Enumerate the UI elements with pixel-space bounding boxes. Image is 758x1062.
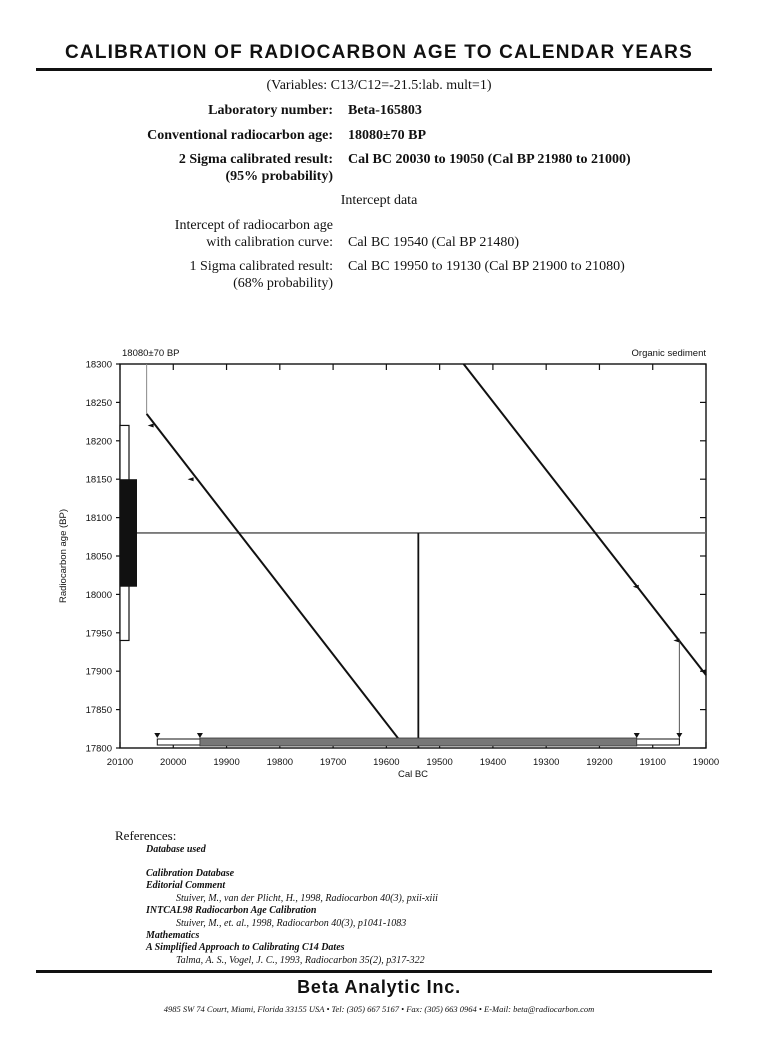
range-marker xyxy=(197,733,203,738)
title-rule xyxy=(36,68,712,71)
page-title: CALIBRATION OF RADIOCARBON AGE TO CALENDAR YEARS xyxy=(65,42,693,63)
calibration-curve-segment xyxy=(464,364,706,675)
ref-mathematics: Mathematics xyxy=(146,930,200,941)
plot-frame xyxy=(120,364,706,748)
sigma2-probability: (95% probability) xyxy=(225,169,333,184)
y-tick-label: 18100 xyxy=(85,513,112,525)
ref-database-used: Database used xyxy=(146,844,206,855)
y-tick-label: 17950 xyxy=(85,628,112,640)
conventional-age-value: 18080±70 BP xyxy=(348,128,427,143)
intercept-label-line2: with calibration curve: xyxy=(206,235,333,250)
ref-editorial-citation: Stuiver, M., van der Plicht, H., 1998, Radiocarbon 40(3), pxii-xiii xyxy=(176,893,438,904)
ref-intcal98: INTCAL98 Radiocarbon Age Calibration xyxy=(146,905,317,916)
x-axis-label: Cal BC xyxy=(397,769,429,780)
x-tick-label: 19500 xyxy=(426,757,453,768)
sigma2-label: 2 Sigma calibrated result: xyxy=(178,152,333,167)
ref-intcal98-citation: Stuiver, M., et. al., 1998, Radiocarbon 40(3), p1041-1083 xyxy=(176,918,407,929)
ref-calibration-database: Calibration Database xyxy=(146,868,235,879)
x-tick-label: 19600 xyxy=(373,757,400,768)
y-tick-label: 17850 xyxy=(85,705,112,717)
sigma1-value: Cal BC 19950 to 19130 (Cal BP 21900 to 21080) xyxy=(348,259,625,274)
lab-number-value: Beta-165803 xyxy=(348,103,422,118)
y-tick-label: 18000 xyxy=(85,589,112,601)
y-tick-label: 18200 xyxy=(85,436,112,448)
x-tick-label: 19700 xyxy=(319,757,347,768)
x-tick-label: 19300 xyxy=(532,757,560,768)
curve-marker xyxy=(148,423,154,427)
sigma1-age-bar xyxy=(120,479,137,587)
y-tick-label: 17900 xyxy=(85,666,112,678)
company-name: Beta Analytic Inc. xyxy=(297,977,461,997)
curve-marker xyxy=(673,638,679,642)
sigma1-probability: (68% probability) xyxy=(233,276,333,291)
references-heading: References: xyxy=(115,828,177,843)
y-axis-label: Radiocarbon age (BP) xyxy=(58,509,69,603)
footer-rule xyxy=(36,970,712,973)
conventional-age-label: Conventional radiocarbon age: xyxy=(147,128,333,143)
sigma2-value: Cal BC 20030 to 19050 (Cal BP 21980 to 21000) xyxy=(348,152,631,167)
sample-age-label: 18080±70 BP xyxy=(122,348,180,359)
lab-number-label: Laboratory number: xyxy=(208,103,333,118)
intercept-value: Cal BC 19540 (Cal BP 21480) xyxy=(348,235,519,250)
ref-simplified-approach-citation: Talma, A. S., Vogel, J. C., 1993, Radiocarbon 35(2), p317-322 xyxy=(176,955,425,966)
calibration-curve-segment xyxy=(147,414,400,740)
intercept-label-line1: Intercept of radiocarbon age xyxy=(174,218,333,233)
sample-type-label: Organic sediment xyxy=(631,348,706,359)
y-tick-label: 18300 xyxy=(85,359,112,371)
x-tick-label: 19100 xyxy=(639,757,666,768)
x-tick-label: 19400 xyxy=(479,757,507,768)
ref-editorial-comment: Editorial Comment xyxy=(146,880,226,891)
y-tick-label: 17800 xyxy=(85,743,112,755)
chart-axes xyxy=(116,364,706,748)
x-tick-label: 19000 xyxy=(692,757,720,768)
x-tick-label: 19900 xyxy=(213,757,240,768)
company-address: 4985 SW 74 Court, Miami, Florida 33155 USA • Tel: (305) 667 5167 • Fax: (305) 663 0964 • E-Mail: beta@radiocarbon.com xyxy=(163,1004,595,1014)
ref-simplified-approach: A Simplified Approach to Calibrating C14 Dates xyxy=(146,942,345,953)
curve-marker xyxy=(188,477,194,481)
range-marker xyxy=(634,733,640,738)
variables-line: (Variables: C13/C12=-21.5:lab. mult=1) xyxy=(266,78,492,93)
chart-marks xyxy=(120,364,706,748)
x-tick-label: 20100 xyxy=(106,757,134,768)
sigma1-label: 1 Sigma calibrated result: xyxy=(189,259,333,274)
range-marker xyxy=(154,733,160,738)
y-tick-label: 18050 xyxy=(85,551,112,563)
sigma1-cal-bar xyxy=(200,738,637,746)
x-tick-label: 20000 xyxy=(160,757,187,768)
y-tick-label: 18250 xyxy=(85,397,112,409)
range-marker xyxy=(676,733,682,738)
intercept-heading: Intercept data xyxy=(340,193,418,208)
y-tick-label: 18150 xyxy=(85,474,112,486)
x-tick-label: 19200 xyxy=(586,757,613,768)
calibration-chart xyxy=(0,340,758,790)
x-tick-label: 19800 xyxy=(266,757,294,768)
